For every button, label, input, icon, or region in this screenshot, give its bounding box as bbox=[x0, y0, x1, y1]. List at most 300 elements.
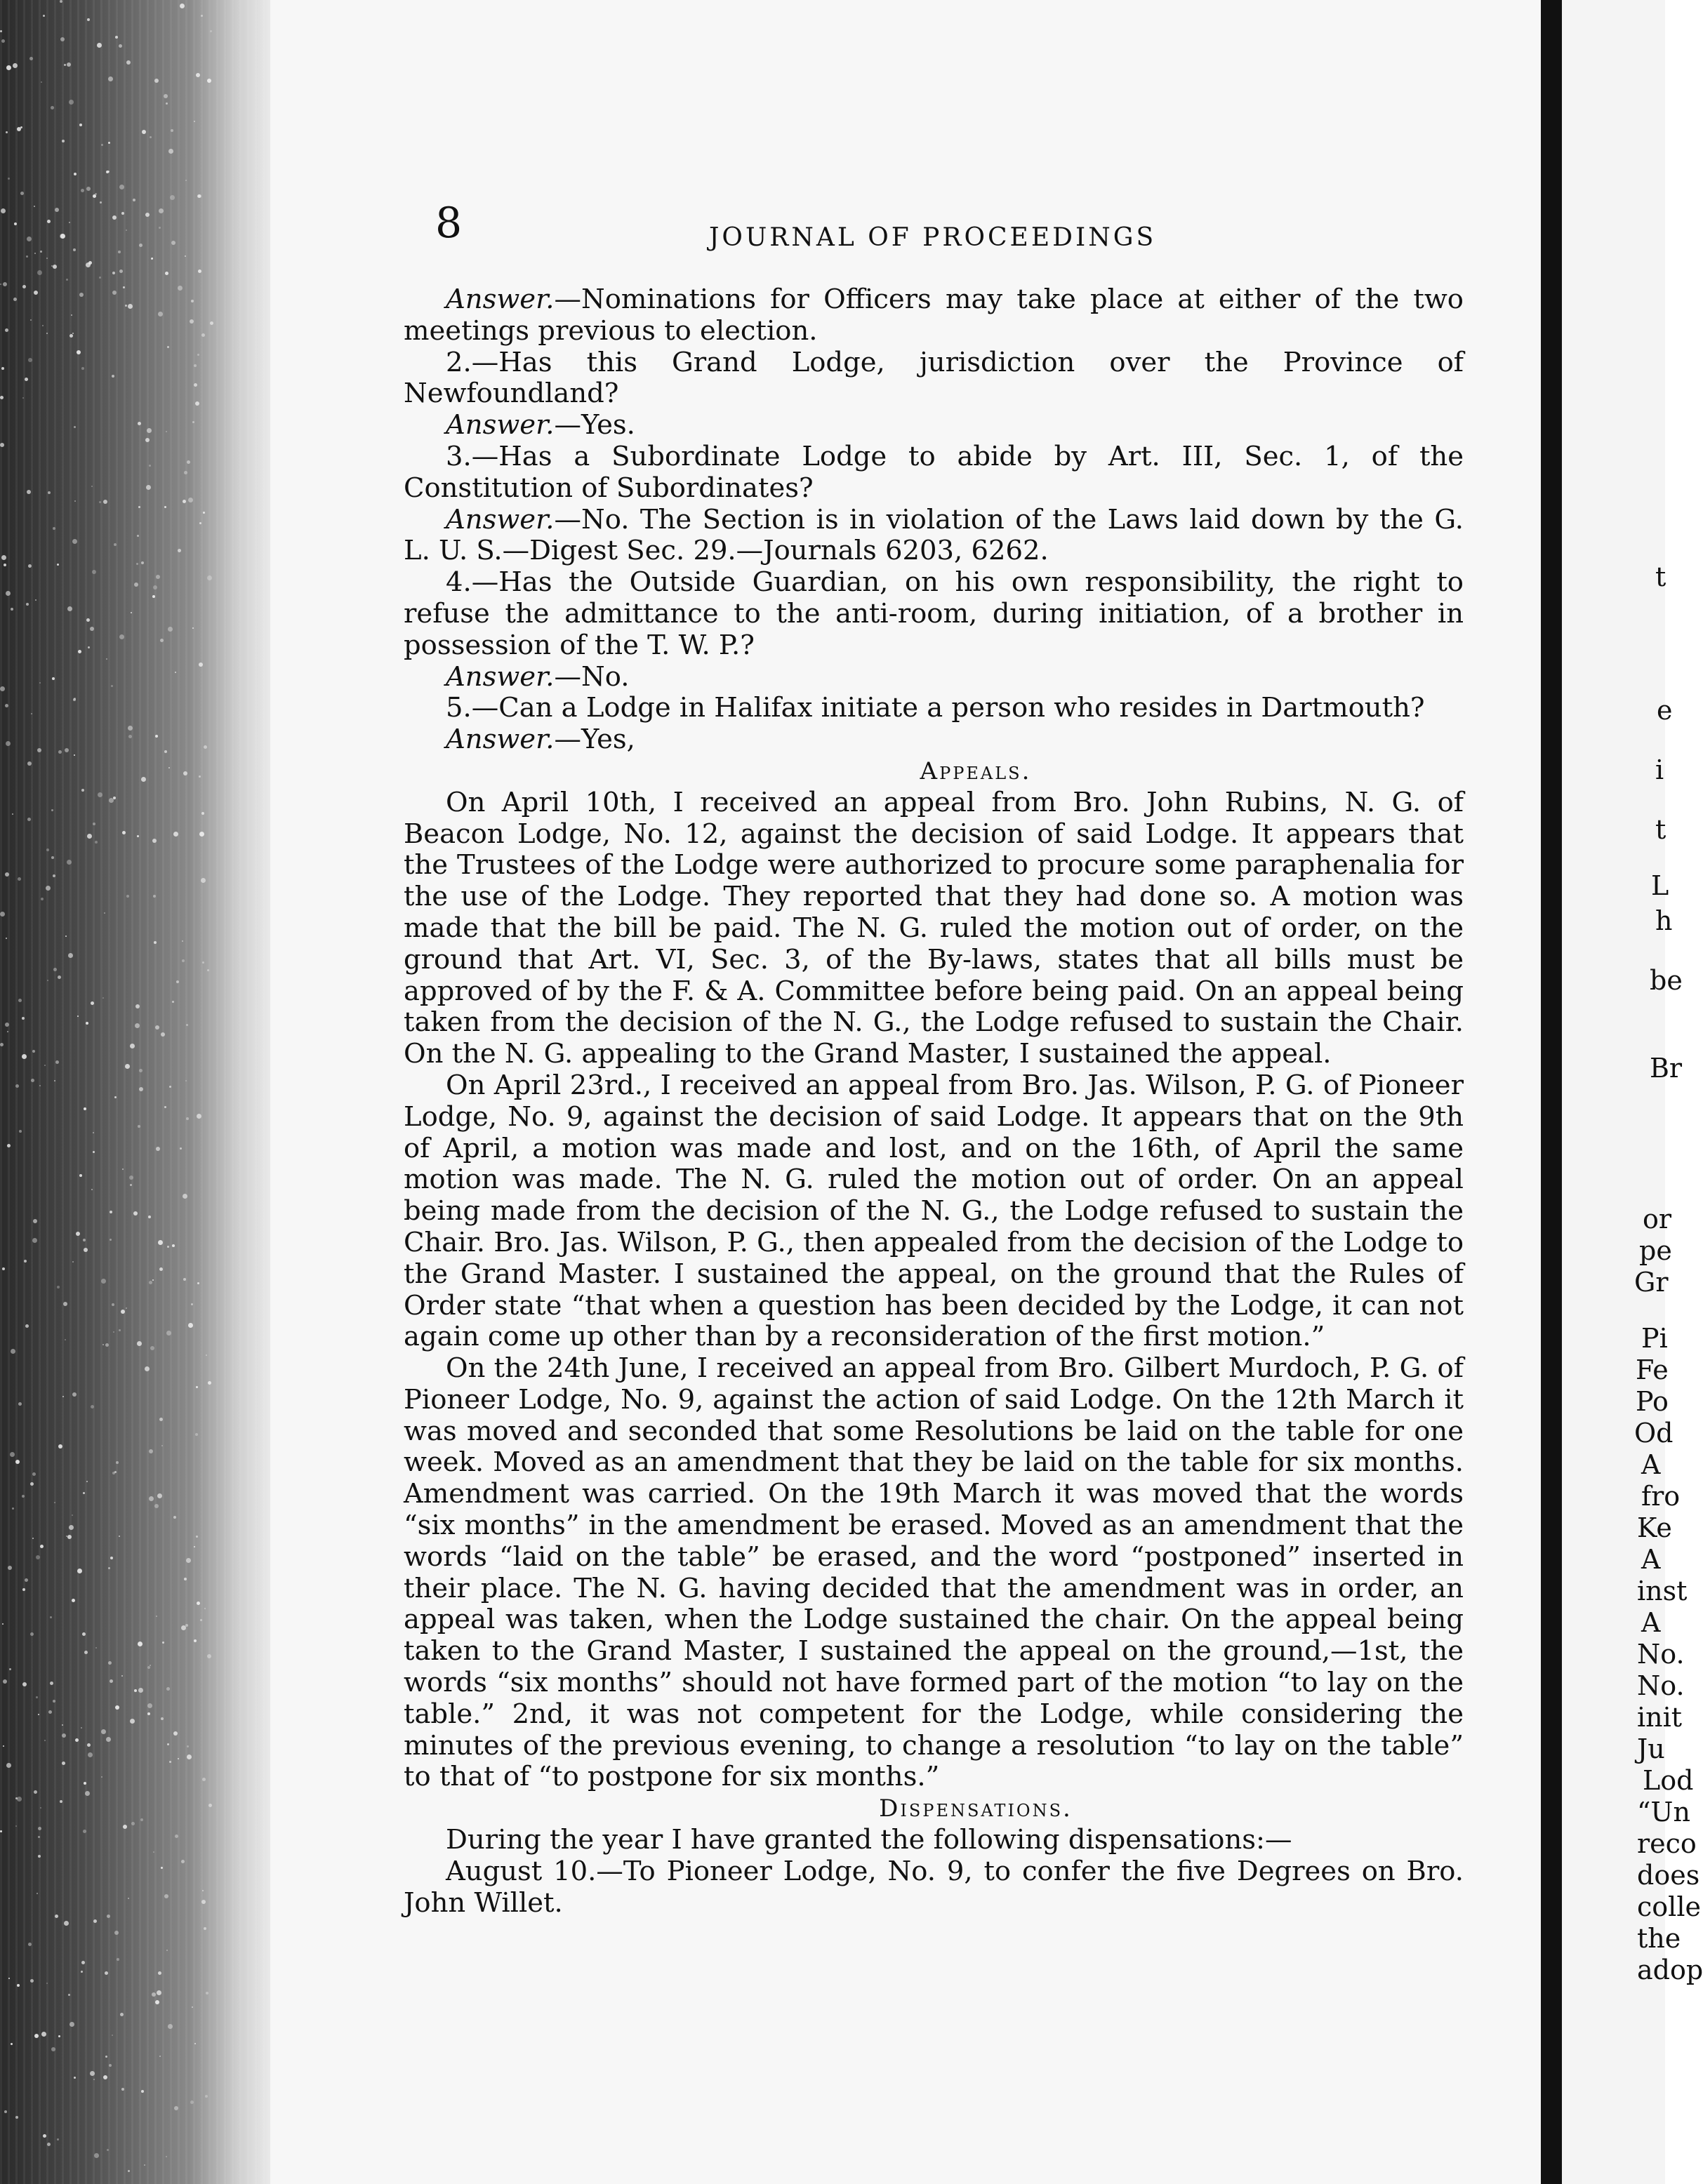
gutter-speck bbox=[147, 428, 152, 433]
gutter-speck bbox=[5, 872, 9, 877]
gutter-speck bbox=[8, 1978, 10, 1979]
gutter-speck bbox=[112, 375, 114, 378]
gutter-speck bbox=[178, 1758, 179, 1759]
answer-line bbox=[404, 410, 1464, 441]
gutter-speck bbox=[164, 506, 166, 508]
gutter-speck bbox=[130, 1044, 135, 1048]
gutter-speck bbox=[8, 178, 10, 180]
gutter-speck bbox=[184, 471, 187, 474]
appeal-paragraph: On the 24th June, I received an appeal from Bro. Gilbert Murdoch, P. G. of Pioneer Lodge, No. 9, against the action of said Lodge. On the 12th March it was moved and seconded that some Resolutions be laid on the table for one week. Moved as an amendment that they be laid on the table for six months. Amendment was carried. On the 19th March it was moved that the words “six months” in the amendment be erased. Moved as an amendment that the words “laid on the table” be erased, and the word “postponed” inserted in their place. The N. G. having decided that the amendment was in order, an appeal was taken, when the Lodge sustained the chair. On the appeal being taken to the Grand Master, I sustained the appeal on the ground,—1st, the words “six months” should not have formed part of the motion “to lay on the table.” 2nd, it was not competent for the Lodge, while considering the minutes of the previous evening, to change a resolution “to lay on the table” to that of “to postpone for six months.” bbox=[404, 1352, 1464, 1793]
gutter-speck bbox=[95, 1647, 97, 1649]
answer-label: Answer. bbox=[446, 503, 555, 535]
gutter-speck bbox=[8, 1566, 12, 1570]
gutter-speck bbox=[183, 771, 187, 775]
question-line: 2.—Has this Grand Lodge, jurisdiction over the Province of Newfoundland? bbox=[404, 346, 1464, 410]
gutter-speck bbox=[46, 1983, 48, 1984]
gutter-speck bbox=[32, 1538, 34, 1539]
gutter-speck bbox=[106, 658, 107, 660]
gutter-speck bbox=[18, 877, 21, 881]
gutter-speck bbox=[81, 1961, 85, 1964]
gutter-speck bbox=[1, 208, 6, 213]
gutter-speck bbox=[201, 878, 206, 883]
gutter-speck bbox=[15, 1460, 20, 1464]
gutter-speck bbox=[119, 185, 124, 189]
gutter-speck bbox=[97, 43, 102, 48]
gutter-speck bbox=[47, 2143, 51, 2146]
gutter-speck bbox=[85, 1791, 90, 1796]
gutter-speck bbox=[12, 813, 13, 815]
gutter-speck bbox=[69, 1525, 74, 1530]
gutter-speck bbox=[167, 1743, 169, 1745]
gutter-speck bbox=[157, 1990, 161, 1995]
gutter-speck bbox=[13, 298, 17, 301]
adjacent-page-fragment: or bbox=[1643, 1204, 1672, 1234]
gutter-speck bbox=[22, 1054, 27, 1059]
adjacent-page-fragment: reco bbox=[1637, 1828, 1697, 1859]
gutter-speck bbox=[185, 180, 187, 181]
gutter-speck bbox=[150, 136, 152, 138]
gutter-speck bbox=[167, 1246, 169, 1248]
gutter-speck bbox=[5, 704, 8, 707]
gutter-speck bbox=[67, 62, 71, 67]
gutter-speck bbox=[60, 37, 65, 41]
gutter-speck bbox=[84, 1782, 86, 1785]
gutter-speck bbox=[26, 603, 29, 606]
gutter-speck bbox=[86, 1022, 88, 1025]
answer-label: Answer. bbox=[446, 724, 555, 756]
gutter-speck bbox=[13, 63, 18, 68]
gutter-speck bbox=[138, 422, 141, 425]
gutter-speck bbox=[158, 1971, 161, 1975]
gutter-speck bbox=[53, 968, 57, 971]
gutter-speck bbox=[74, 173, 77, 175]
gutter-speck bbox=[178, 286, 183, 291]
gutter-speck bbox=[128, 1898, 129, 1899]
gutter-speck bbox=[6, 938, 7, 939]
gutter-speck bbox=[58, 976, 61, 979]
gutter-speck bbox=[108, 1661, 112, 1665]
gutter-speck bbox=[194, 1546, 195, 1547]
gutter-speck bbox=[155, 2000, 159, 2004]
gutter-speck bbox=[184, 1578, 187, 1580]
gutter-speck bbox=[135, 1023, 140, 1028]
gutter-speck bbox=[137, 1341, 142, 1346]
gutter-speck bbox=[191, 300, 194, 302]
answer-line bbox=[404, 724, 1464, 756]
gutter-speck bbox=[117, 1958, 119, 1961]
gutter-speck bbox=[107, 1915, 110, 1918]
answer-text: —Yes. bbox=[554, 409, 635, 441]
gutter-speck bbox=[149, 465, 151, 467]
gutter-speck bbox=[37, 270, 42, 275]
gutter-speck bbox=[29, 57, 33, 60]
gutter-speck bbox=[60, 234, 65, 239]
gutter-speck bbox=[71, 314, 72, 316]
gutter-speck bbox=[83, 1830, 86, 1833]
gutter-speck bbox=[69, 222, 70, 223]
gutter-speck bbox=[151, 258, 153, 260]
gutter-speck bbox=[204, 1608, 206, 1609]
gutter-speck bbox=[186, 1024, 188, 1026]
gutter-speck bbox=[145, 438, 150, 442]
gutter-speck bbox=[122, 1168, 124, 1170]
gutter-speck bbox=[77, 1016, 79, 1017]
gutter-speck bbox=[152, 1992, 156, 1997]
gutter-speck bbox=[125, 1064, 130, 1069]
gutter-speck bbox=[32, 1238, 37, 1243]
gutter-speck bbox=[201, 333, 205, 337]
gutter-speck bbox=[67, 860, 72, 865]
gutter-speck bbox=[197, 1602, 200, 1605]
gutter-speck bbox=[18, 999, 22, 1002]
gutter-speck bbox=[204, 1927, 206, 1930]
gutter-speck bbox=[15, 1825, 17, 1827]
gutter-speck bbox=[36, 1555, 40, 1559]
gutter-speck bbox=[183, 1194, 187, 1199]
gutter-speck bbox=[149, 1449, 153, 1453]
gutter-speck bbox=[3, 1745, 4, 1747]
adjacent-page-fragment: h bbox=[1655, 905, 1673, 936]
gutter-speck bbox=[175, 1835, 178, 1838]
gutter-speck bbox=[162, 1642, 164, 1644]
gutter-speck bbox=[142, 130, 146, 134]
gutter-speck bbox=[3, 282, 7, 286]
adjacent-page-fragment: init bbox=[1637, 1702, 1683, 1733]
gutter-speck bbox=[128, 735, 132, 738]
section-heading-appeals: Appeals. bbox=[920, 757, 1032, 785]
dispensation-paragraph: During the year I have granted the following dispensations:— bbox=[446, 1824, 1292, 1856]
gutter-speck bbox=[36, 1696, 38, 1698]
gutter-speck bbox=[46, 848, 49, 851]
gutter-speck bbox=[112, 291, 117, 295]
gutter-speck bbox=[58, 1444, 62, 1449]
gutter-speck bbox=[201, 15, 203, 17]
gutter-speck bbox=[107, 171, 110, 173]
gutter-speck bbox=[154, 941, 157, 944]
gutter-speck bbox=[119, 634, 124, 639]
gutter-speck bbox=[51, 106, 54, 109]
gutter-speck bbox=[109, 2064, 112, 2067]
gutter-speck bbox=[44, 1065, 46, 1066]
answer-text: —Nominations for Officers may take place at either of the two meetings previous to election. bbox=[404, 284, 1464, 347]
gutter-speck bbox=[93, 1919, 97, 1923]
gutter-speck bbox=[99, 501, 101, 503]
adjacent-page-fragment: Ju bbox=[1637, 1733, 1665, 1764]
gutter-speck bbox=[72, 1261, 74, 1263]
gutter-speck bbox=[138, 1642, 143, 1646]
gutter-speck bbox=[147, 1712, 150, 1715]
gutter-speck bbox=[130, 1719, 135, 1724]
gutter-speck bbox=[141, 2090, 144, 2093]
gutter-speck bbox=[62, 1724, 63, 1726]
gutter-speck bbox=[15, 2116, 18, 2119]
gutter-speck bbox=[159, 2056, 161, 2057]
adjacent-page-fragment: inst bbox=[1637, 1576, 1688, 1606]
adjacent-page-fragment: A bbox=[1641, 1544, 1661, 1575]
gutter-speck bbox=[168, 149, 173, 154]
gutter-speck bbox=[22, 397, 24, 399]
gutter-speck bbox=[138, 1125, 140, 1128]
adjacent-page-fragment: be bbox=[1650, 965, 1683, 996]
gutter-speck bbox=[65, 1339, 66, 1340]
gutter-speck bbox=[160, 639, 164, 642]
gutter-speck bbox=[46, 333, 48, 334]
gutter-speck bbox=[41, 81, 42, 83]
gutter-speck bbox=[2, 1623, 4, 1625]
gutter-speck bbox=[114, 1931, 119, 1935]
appeal-paragraph: On April 10th, I received an appeal from Bro. John Rubins, N. G. of Beacon Lodge, No. 12, against the decision of said Lodge. It appears that the Trustees of the Lodge were authorized to procure some paraphenalia for the use of the Lodge. They reported that they had done so. A motion was made that the bill be paid. The N. G. ruled the motion out of order, on the ground that Art. VI, Sec. 3, of the By-laws, states that all bills must be approved of by the F. & A. Committee before being paid. On an appeal being taken from the decision of the N. G., the Lodge refused to sustain the Chair. On the N. G. appealing to the Grand Master, I sustained the appeal. bbox=[404, 786, 1464, 1070]
gutter-speck bbox=[101, 144, 103, 146]
gutter-speck bbox=[24, 1260, 27, 1263]
adjacent-page-fragment: pe bbox=[1639, 1235, 1672, 1266]
gutter-speck bbox=[108, 1567, 110, 1569]
gutter-speck bbox=[105, 1971, 108, 1975]
gutter-speck bbox=[208, 1804, 212, 1807]
gutter-speck bbox=[30, 1632, 34, 1636]
question-line: 4.—Has the Outside Guardian, on his own responsibility, the right to refuse the admittance to the anti-room, during initiation, of a brother in possession of the T. W. P.? bbox=[404, 566, 1464, 661]
gutter-speck bbox=[53, 527, 55, 530]
gutter-speck bbox=[48, 1710, 52, 1714]
appeals-section bbox=[404, 787, 1464, 1794]
gutter-speck bbox=[31, 1079, 34, 1082]
gutter-speck bbox=[114, 1096, 117, 1098]
page-body bbox=[404, 284, 1464, 1919]
gutter-speck bbox=[155, 735, 158, 738]
gutter-speck bbox=[79, 1174, 82, 1177]
gutter-speck bbox=[188, 498, 193, 502]
gutter-speck bbox=[185, 1624, 188, 1627]
adjacent-page-fragment: Lod bbox=[1643, 1765, 1694, 1796]
gutter-speck bbox=[191, 1303, 193, 1305]
gutter-speck bbox=[58, 750, 62, 754]
gutter-speck bbox=[187, 460, 190, 464]
gutter-speck bbox=[93, 1132, 94, 1133]
gutter-speck bbox=[93, 823, 95, 825]
gutter-speck bbox=[88, 646, 90, 648]
gutter-speck bbox=[88, 1752, 93, 1757]
gutter-speck bbox=[68, 1994, 70, 1996]
gutter-speck bbox=[43, 15, 45, 17]
gutter-speck bbox=[50, 1682, 53, 1685]
gutter-speck bbox=[202, 1778, 206, 1781]
gutter-speck bbox=[134, 1689, 137, 1692]
gutter-speck bbox=[107, 2149, 109, 2151]
gutter-speck bbox=[91, 486, 93, 487]
gutter-speck bbox=[55, 208, 59, 212]
gutter-speck bbox=[47, 980, 48, 981]
gutter-speck bbox=[156, 1147, 160, 1151]
gutter-speck bbox=[152, 839, 157, 843]
gutter-speck bbox=[19, 1130, 22, 1133]
gutter-speck bbox=[63, 1302, 67, 1306]
gutter-speck bbox=[28, 564, 32, 568]
gutter-speck bbox=[152, 1279, 154, 1281]
gutter-speck bbox=[102, 997, 104, 999]
gutter-speck bbox=[111, 685, 113, 687]
gutter-speck bbox=[72, 1514, 73, 1516]
answer-line bbox=[404, 505, 1464, 568]
gutter-speck bbox=[192, 421, 194, 423]
gutter-speck bbox=[0, 1830, 2, 1832]
question-line: 5.—Can a Lodge in Halifax initiate a person who resides in Dartmouth? bbox=[446, 692, 1425, 724]
appeal-paragraph: On April 23rd., I received an appeal from Bro. Jas. Wilson, P. G. of Pioneer Lodge, No. 9, against the decision of said Lodge. It appears that on the 9th of April, a motion was made and lost, and on the 16th, of April the same motion was made. The N. G. ruled the motion out of order. On an appeal being made from the decision of the N. G., the Lodge refused to sustain the Chair. Bro. Jas. Wilson, P. G., then appealed from the decision of the Lodge to the Grand Master. I sustained the appeal, on the ground that the Rules of Order state “that when a question has been decided by the Lodge, it can not again come up other than by a reconsideration of the first motion.” bbox=[404, 1069, 1464, 1353]
gutter-speck bbox=[137, 535, 139, 537]
adjacent-page-fragment: t bbox=[1655, 561, 1666, 592]
gutter-speck bbox=[95, 193, 97, 195]
gutter-speck bbox=[114, 543, 117, 546]
gutter-speck bbox=[153, 585, 157, 590]
gutter-speck bbox=[79, 293, 84, 297]
gutter-speck bbox=[104, 912, 105, 914]
gutter-speck bbox=[166, 1950, 168, 1951]
gutter-speck bbox=[174, 2106, 178, 2110]
gutter-speck bbox=[25, 1578, 28, 1582]
binding-band bbox=[1541, 0, 1562, 2184]
adjacent-page-fragment: the bbox=[1637, 1923, 1681, 1954]
gutter-speck bbox=[157, 1493, 162, 1498]
gutter-speck bbox=[158, 312, 163, 317]
gutter-speck bbox=[62, 1396, 64, 1397]
gutter-speck bbox=[69, 100, 74, 105]
gutter-speck bbox=[101, 1279, 106, 1284]
gutter-speck bbox=[65, 935, 67, 937]
gutter-speck bbox=[112, 272, 115, 274]
gutter-speck bbox=[0, 30, 2, 32]
gutter-speck bbox=[194, 121, 195, 122]
gutter-speck bbox=[84, 1248, 88, 1252]
adjacent-page-fragment: Gr bbox=[1634, 1267, 1669, 1298]
gutter-speck bbox=[72, 1599, 75, 1602]
gutter-speck bbox=[0, 912, 5, 917]
gutter-speck bbox=[92, 570, 96, 574]
gutter-speck bbox=[91, 1189, 93, 1190]
gutter-speck bbox=[161, 1445, 163, 1446]
gutter-speck bbox=[9, 1668, 11, 1670]
gutter-speck bbox=[208, 1381, 211, 1385]
answer-label: Answer. bbox=[446, 660, 555, 693]
gutter-speck bbox=[40, 1545, 44, 1548]
gutter-speck bbox=[121, 1310, 125, 1314]
gutter-speck bbox=[210, 321, 213, 325]
gutter-speck bbox=[186, 1558, 191, 1563]
gutter-speck bbox=[156, 1616, 157, 1617]
gutter-speck bbox=[168, 2024, 173, 2029]
gutter-speck bbox=[17, 1984, 20, 1987]
gutter-speck bbox=[53, 1700, 55, 1703]
gutter-speck bbox=[33, 1219, 37, 1223]
gutter-speck bbox=[101, 1729, 106, 1734]
gutter-speck bbox=[125, 305, 127, 307]
gutter-speck bbox=[110, 1679, 113, 1683]
gutter-speck bbox=[133, 199, 135, 201]
gutter-speck bbox=[57, 564, 59, 566]
gutter-speck bbox=[32, 1472, 36, 1476]
gutter-speck bbox=[195, 401, 199, 406]
gutter-speck bbox=[108, 76, 113, 81]
gutter-speck bbox=[150, 1346, 154, 1350]
gutter-speck bbox=[91, 1405, 94, 1409]
gutter-speck bbox=[196, 1386, 198, 1388]
gutter-speck bbox=[180, 4, 185, 8]
gutter-speck bbox=[4, 2110, 7, 2113]
gutter-speck bbox=[159, 1418, 163, 1421]
gutter-speck bbox=[81, 1971, 83, 1973]
gutter-speck bbox=[128, 2170, 130, 2172]
gutter-speck bbox=[58, 2035, 60, 2037]
gutter-speck bbox=[167, 346, 169, 348]
gutter-speck bbox=[81, 789, 84, 792]
page-number: 8 bbox=[435, 199, 463, 248]
gutter-speck bbox=[207, 1654, 211, 1658]
gutter-speck bbox=[134, 582, 138, 587]
gutter-speck bbox=[81, 367, 84, 370]
gutter-speck bbox=[10, 1452, 15, 1457]
gutter-speck bbox=[126, 60, 131, 65]
gutter-speck bbox=[131, 612, 132, 613]
adjacent-page-fragment: does bbox=[1637, 1860, 1700, 1891]
gutter-speck bbox=[26, 255, 28, 258]
gutter-speck bbox=[93, 1151, 95, 1153]
gutter-speck bbox=[183, 500, 186, 503]
adjacent-page-fragment: No. bbox=[1637, 1639, 1685, 1670]
gutter-speck bbox=[15, 1797, 18, 1799]
gutter-speck bbox=[69, 2022, 74, 2027]
gutter-speck bbox=[114, 1471, 117, 1473]
gutter-speck bbox=[194, 364, 197, 367]
gutter-speck bbox=[54, 1502, 55, 1503]
gutter-speck bbox=[207, 79, 211, 83]
gutter-speck bbox=[166, 1687, 170, 1691]
adjacent-page-fragment: Br bbox=[1650, 1053, 1683, 1084]
gutter-speck bbox=[113, 1331, 114, 1333]
gutter-speck bbox=[4, 564, 6, 566]
gutter-speck bbox=[199, 662, 203, 667]
gutter-speck bbox=[67, 1535, 72, 1539]
adjacent-page-fragment: L bbox=[1651, 870, 1669, 901]
gutter-speck bbox=[182, 940, 183, 942]
gutter-speck bbox=[202, 961, 204, 964]
gutter-speck bbox=[66, 279, 68, 281]
gutter-speck bbox=[78, 650, 81, 653]
gutter-speck bbox=[122, 831, 126, 834]
answer-text: —No. The Section is in violation of the Laws laid down by the G. L. U. S.—Digest Sec. 29.—Journals 6203, 6262. bbox=[404, 503, 1464, 567]
gutter-speck bbox=[166, 2156, 167, 2157]
adjacent-page-fragment: No. bbox=[1637, 1670, 1685, 1701]
gutter-speck bbox=[168, 767, 170, 768]
gutter-speck bbox=[185, 255, 186, 257]
gutter-speck bbox=[103, 2075, 107, 2079]
gutter-speck bbox=[40, 1807, 41, 1809]
gutter-speck bbox=[83, 1492, 85, 1494]
gutter-speck bbox=[50, 1616, 52, 1618]
gutter-speck bbox=[27, 237, 32, 241]
gutter-speck bbox=[14, 222, 17, 225]
gutter-speck bbox=[119, 269, 123, 273]
gutter-speck bbox=[62, 1733, 66, 1738]
gutter-speck bbox=[187, 1745, 189, 1747]
gutter-speck bbox=[200, 1619, 202, 1621]
gutter-speck bbox=[84, 1651, 88, 1654]
gutter-speck bbox=[110, 1239, 112, 1241]
gutter-speck bbox=[120, 2013, 124, 2016]
gutter-speck bbox=[74, 2077, 76, 2079]
gutter-speck bbox=[129, 1176, 133, 1180]
gutter-speck bbox=[34, 291, 38, 295]
gutter-speck bbox=[6, 741, 11, 746]
gutter-speck bbox=[197, 194, 201, 198]
gutter-speck bbox=[38, 1836, 40, 1838]
gutter-speck bbox=[140, 1818, 143, 1821]
